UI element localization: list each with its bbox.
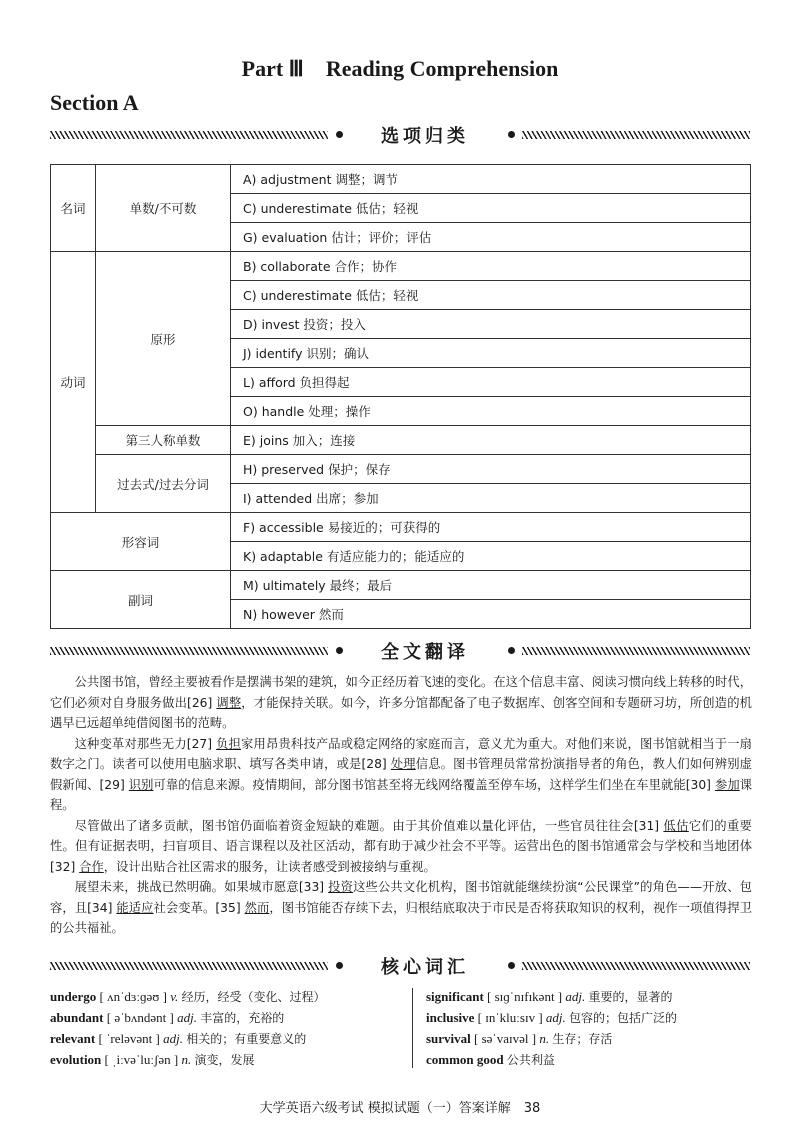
subcategory-cell: 原形 bbox=[96, 252, 231, 426]
option-entry: C) underestimate 低估；轻视 bbox=[231, 194, 751, 223]
bullet-dot bbox=[508, 131, 515, 138]
hatched-rule bbox=[522, 962, 750, 970]
option-entry: K) adaptable 有适应能力的；能适应的 bbox=[231, 542, 751, 571]
vocab-item: significant [ sɪɡˈnɪfɪkənt ] adj. 重要的，显著的 bbox=[426, 989, 673, 1004]
banner-translation bbox=[50, 638, 750, 664]
table-row bbox=[51, 165, 751, 194]
option-entry: E) joins 加入；连接 bbox=[231, 426, 751, 455]
table-row bbox=[51, 455, 751, 484]
option-entry: C) underestimate 低估；轻视 bbox=[231, 281, 751, 310]
option-entry: A) adjustment 调整；调节 bbox=[231, 165, 751, 194]
option-entry: H) preserved 保护；保存 bbox=[231, 455, 751, 484]
option-entry: G) evaluation 估计；评价；评估 bbox=[231, 223, 751, 252]
full-text-translation bbox=[50, 672, 752, 939]
vocab-column-left bbox=[50, 986, 390, 1070]
vocab-item: abundant [ əˈbʌndənt ] adj. 丰富的，充裕的 bbox=[50, 1010, 285, 1025]
column-divider bbox=[412, 988, 413, 1068]
banner-core-vocab bbox=[50, 953, 750, 979]
option-entry: D) invest 投资；投入 bbox=[231, 310, 751, 339]
bullet-dot bbox=[336, 962, 343, 969]
vocab-column-right bbox=[426, 986, 766, 1070]
answer-blank: 处理 bbox=[390, 757, 416, 771]
answer-blank: 负担 bbox=[216, 736, 242, 751]
option-entry: O) handle 处理；操作 bbox=[231, 397, 751, 426]
option-entry: F) accessible 易接近的；可获得的 bbox=[231, 513, 751, 542]
answer-blank: 参加 bbox=[714, 777, 740, 792]
vocab-item: inclusive [ ɪnˈkluːsɪv ] adj. 包容的；包括广泛的 bbox=[426, 1010, 678, 1025]
hatched-rule bbox=[50, 962, 328, 970]
translation-paragraph: 尽管做出了诸多贡献，图书馆仍面临着资金短缺的难题。由于其价值难以量化评估，一些官员往往会[31] 低估它们的重要性。但有证据表明，扫盲项目、语言课程以及社区活动，都有助于减少社会不平等。运营出色的图书馆通常会与学校和当地团体[32] 合作，设计出贴合社区需求的服务，让读者感受到被接纳与重视。 bbox=[50, 818, 752, 874]
subcategory-cell: 第三人称单数 bbox=[96, 426, 231, 455]
bullet-dot bbox=[508, 962, 515, 969]
hatched-rule bbox=[50, 647, 328, 655]
option-entry: M) ultimately 最终；最后 bbox=[231, 571, 751, 600]
subcategory-cell: 过去式/过去分词 bbox=[96, 455, 231, 513]
section-title: Section A bbox=[50, 90, 139, 115]
option-entry: J) identify 识别；确认 bbox=[231, 339, 751, 368]
option-entry: N) however 然而 bbox=[231, 600, 751, 629]
bullet-dot bbox=[336, 647, 343, 654]
answer-blank: 合作 bbox=[79, 859, 104, 874]
hatched-rule bbox=[522, 131, 750, 139]
table-row bbox=[51, 252, 751, 281]
banner-options bbox=[50, 122, 750, 148]
translation-paragraph: 这种变革对那些无力[27] 负担家用昂贵科技产品或稳定网络的家庭而言，意义尤为重大。对他们来说，图书馆就相当于一扇数字之门。读者可以使用电脑求职、填写各类申请，或是[28] 处理信息。图书管理员常常扮演指导者的角色，教人们如何辨别虚假新闻、[29] 识别可靠的信息来源。疫情期间，部分图书馆甚至将无线网络覆盖至停车场，这样学生们坐在车里就能[30] 参加课程。 bbox=[50, 736, 753, 812]
table-row bbox=[51, 571, 751, 600]
subcategory-cell: 单数/不可数 bbox=[96, 165, 231, 252]
answer-blank: 能适应 bbox=[116, 900, 154, 915]
banner-title: 核心词汇 bbox=[381, 957, 469, 978]
banner-title: 全文翻译 bbox=[381, 642, 469, 663]
option-entry: L) afford 负担得起 bbox=[231, 368, 751, 397]
bullet-dot bbox=[336, 131, 343, 138]
table-row bbox=[51, 426, 751, 455]
part-title: Part Ⅲ Reading Comprehension bbox=[241, 56, 559, 81]
bullet-dot bbox=[508, 647, 515, 654]
category-cell: 副词 bbox=[51, 571, 231, 629]
category-cell: 动词 bbox=[51, 252, 96, 513]
vocab-item: undergo [ ʌnˈdɜːɡəʊ ] v. 经历，经受（变化、过程） bbox=[50, 989, 326, 1004]
category-cell: 名词 bbox=[51, 165, 96, 252]
option-entry: B) collaborate 合作；协作 bbox=[231, 252, 751, 281]
vocab-classification-table bbox=[50, 164, 751, 629]
translation-paragraph: 公共图书馆，曾经主要被看作是摆满书架的建筑，如今正经历着飞速的变化。在这个信息丰富、阅读习惯向线上转移的时代，它们必须对自身服务做出[26] 调整，才能保持关联。如今，许多分馆都配备了电子数据库、创客空间和专题研习坊，所创造的机遇早已远超单纯借阅图书的范畴。 bbox=[50, 675, 752, 730]
table-row bbox=[51, 513, 751, 542]
vocab-item: common good 公共利益 bbox=[426, 1052, 555, 1067]
vocab-item: relevant [ ˈreləvənt ] adj. 相关的；有重要意义的 bbox=[50, 1031, 307, 1046]
answer-blank: 识别 bbox=[128, 777, 154, 792]
category-cell: 形容词 bbox=[51, 513, 231, 571]
hatched-rule bbox=[522, 647, 750, 655]
page-footer: 大学英语六级考试 模拟试题（一）答案详解 38 bbox=[259, 1101, 541, 1116]
banner-title: 选项归类 bbox=[381, 126, 469, 147]
answer-blank: 投资 bbox=[328, 880, 354, 894]
hatched-rule bbox=[50, 131, 328, 139]
vocab-item: evolution [ ˌiːvəˈluːʃən ] n. 演变，发展 bbox=[50, 1052, 255, 1067]
answer-blank: 调整 bbox=[216, 695, 242, 710]
core-vocabulary bbox=[50, 986, 750, 1074]
option-entry: I) attended 出席；参加 bbox=[231, 484, 751, 513]
translation-paragraph: 展望未来，挑战已然明确。如果城市愿意[33] 投资这些公共文化机构，图书馆就能继续扮演“公民课堂”的角色——开放、包容，且[34] 能适应社会变革。[35] 然而，图书馆能否存续下去，归根结底取决于市民是否将获取知识的权利，视作一项值得捍卫的公共福祉。 bbox=[50, 880, 752, 935]
answer-blank: 低估 bbox=[663, 818, 689, 833]
vocab-item: survival [ səˈvaɪvəl ] n. 生存；存活 bbox=[426, 1031, 613, 1046]
answer-blank: 然而 bbox=[244, 900, 270, 915]
